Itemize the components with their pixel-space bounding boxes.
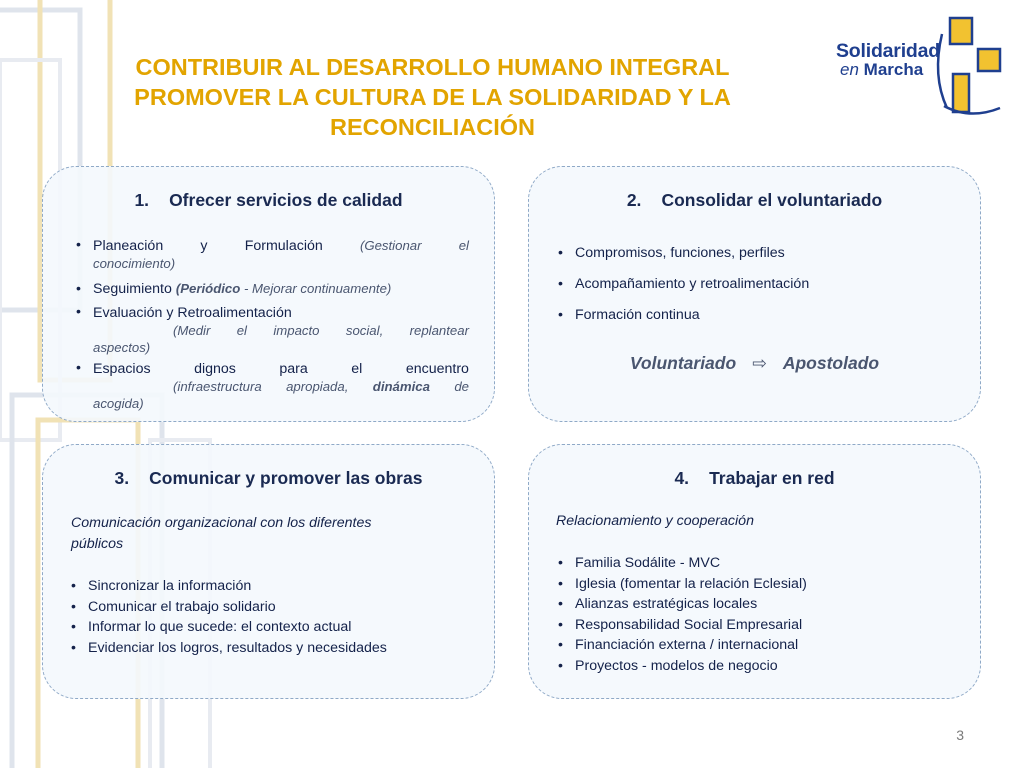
card-3-title-text: Comunicar y promover las obras — [149, 468, 423, 488]
solidaridad-logo — [832, 16, 1012, 126]
card-4-list — [555, 553, 965, 676]
item-detail-text: - Mejorar continuamente) — [240, 281, 392, 296]
list-item: • Evidenciar los logros, resultados y necesidades — [68, 638, 478, 659]
card-comunicar-promover — [42, 444, 495, 699]
item-word: Formulación — [244, 238, 323, 254]
card-3-list — [68, 576, 478, 658]
item-line — [93, 360, 469, 378]
item-detail-line — [93, 378, 469, 395]
item-detail-word: el — [236, 323, 247, 338]
item-detail-cont: conocimiento) — [93, 256, 176, 271]
item-detail-word: dinámica — [372, 379, 430, 394]
list-item: • Sincronizar la información — [68, 576, 478, 597]
list-item: • Responsabilidad Social Empresarial — [555, 615, 965, 636]
card-2-number: 2. — [626, 190, 642, 210]
title-line-2: PROMOVER LA CULTURA DE LA SOLIDARIDAD Y LA — [134, 84, 731, 110]
card-1-list — [73, 237, 469, 412]
item-detail — [176, 281, 391, 296]
item-word: y — [200, 238, 208, 254]
list-item: • Familia Sodálite - MVC — [555, 553, 965, 574]
motto-right: Apostolado — [782, 353, 880, 373]
card-consolidar-voluntariado — [528, 166, 981, 422]
item-word: para — [279, 361, 308, 377]
item-detail-word: (infraestructura — [173, 379, 262, 394]
item-word: • Planeación — [93, 238, 164, 254]
intro-line: Comunicación organizacional con los diferentes — [71, 515, 372, 531]
list-item: • Informar lo que sucede: el contexto actual — [68, 617, 478, 638]
item-word: encuentro — [405, 361, 469, 377]
card-2-list — [555, 244, 955, 324]
list-item: • Comunicar el trabajo solidario — [68, 597, 478, 618]
item-detail-word: (Gestionar — [359, 238, 422, 253]
list-item: • Iglesia (fomentar la relación Eclesial) — [555, 574, 965, 595]
motto-left: Voluntariado — [629, 353, 737, 373]
intro-line: Relacionamiento y cooperación — [556, 513, 754, 529]
card-4-title — [529, 468, 980, 489]
card-1-title-text: Ofrecer servicios de calidad — [169, 190, 403, 210]
item-line — [93, 237, 469, 255]
item-detail-word: social, — [345, 323, 384, 338]
right-arrow-icon: ⇨ — [752, 353, 767, 373]
card-1-title — [43, 190, 494, 211]
logo-line-2 — [840, 60, 923, 80]
item-detail-bold: (Periódico — [175, 281, 241, 296]
title-line-3: RECONCILIACIÓN — [330, 114, 535, 140]
logo-line-2-prefix: en — [840, 60, 859, 79]
item-word: dignos — [194, 361, 236, 377]
item-detail-line — [93, 322, 469, 339]
title-line-1: CONTRIBUIR AL DESARROLLO HUMANO INTEGRAL — [135, 54, 730, 80]
voluntariado-motto — [529, 353, 980, 374]
card-4-title-text: Trabajar en red — [709, 468, 835, 488]
list-item — [73, 360, 469, 412]
card-3-number: 3. — [114, 468, 130, 488]
card-2-title-text: Consolidar el voluntariado — [661, 190, 883, 210]
list-item — [73, 237, 469, 272]
item-word: • Espacios — [93, 361, 151, 377]
card-3-intro — [71, 513, 371, 555]
card-1-number: 1. — [134, 190, 150, 210]
slide-title — [90, 52, 775, 142]
item-detail-word: (Medir — [173, 323, 211, 338]
list-item: • Alianzas estratégicas locales — [555, 594, 965, 615]
list-item: • Acompañamiento y retroalimentación — [555, 275, 955, 293]
card-3-title — [43, 468, 494, 489]
card-4-number: 4. — [674, 468, 690, 488]
intro-line: públicos — [71, 536, 124, 552]
item-detail-word: replantear — [409, 323, 469, 338]
item-detail-word: apropiada, — [286, 379, 349, 394]
item-detail-word: de — [454, 379, 469, 394]
item-detail-word: impacto — [273, 323, 320, 338]
item-word: el — [351, 361, 363, 377]
card-4-intro — [556, 511, 754, 532]
list-item — [73, 304, 469, 356]
list-item: • Compromisos, funciones, perfiles — [555, 244, 955, 262]
item-detail-cont: acogida) — [93, 396, 144, 411]
list-item: • Financiación externa / internacional — [555, 635, 965, 656]
card-ofrecer-servicios — [42, 166, 495, 422]
logo-line-2-bold: Marcha — [863, 60, 924, 79]
card-2-title — [529, 190, 980, 211]
item-main: Seguimiento — [93, 281, 172, 297]
card-trabajar-en-red — [528, 444, 981, 699]
item-detail-cont: aspectos) — [93, 340, 151, 355]
list-item — [73, 280, 469, 298]
page-number: 3 — [956, 727, 964, 743]
item-main: • Evaluación y Retroalimentación — [93, 305, 292, 321]
list-item: • Formación continua — [555, 306, 955, 324]
logo-line-1: Solidaridad — [836, 40, 940, 62]
item-detail-word: el — [458, 238, 469, 253]
list-item: • Proyectos - modelos de negocio — [555, 656, 965, 677]
